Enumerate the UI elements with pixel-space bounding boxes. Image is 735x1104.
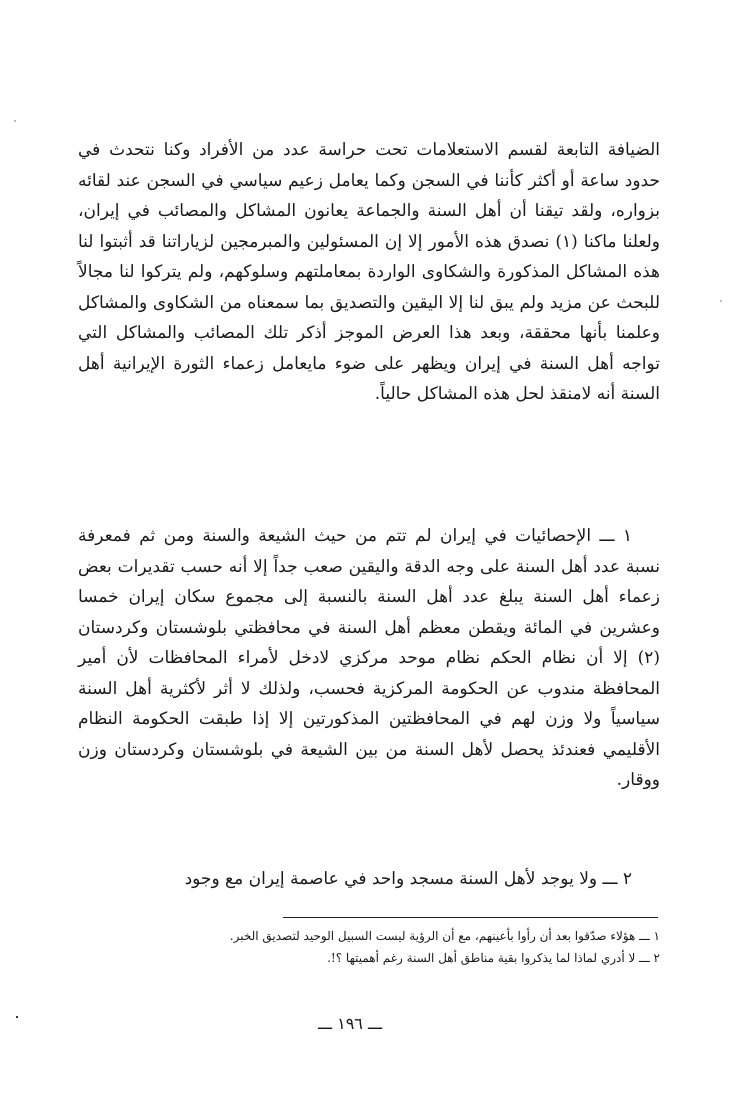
scan-speck (16, 1016, 18, 1018)
footnotes (100, 925, 660, 969)
scan-speck (720, 300, 722, 302)
footnote-2: ٢ ـــ لا أدري لماذا لما يذكروا بقية مناطق أهل السنة رغم أهميتها ؟!. (327, 951, 660, 965)
paragraph-block-1 (78, 135, 660, 410)
scan-speck (14, 120, 16, 122)
paragraph-1: الضيافة التابعة لقسم الاستعلامات تحت حراسة عدد من الأفراد وكنا نتحدث في حدود ساعة أو أكثر كأننا في السجن وكما يعامل زعيم سياسي في السجن عند لقائه بزواره، ولقد تيقنا أن أهل السنة والجماعة يعانون المشاكل والمصائب في إيران، ولعلنا ماكنا (١) نصدق هذه الأمور إلا إن المسئولين والمبرمجين لزياراتنا قد أثبتوا لنا هذه المشاكل المذكورة والشكاوى الواردة بمعاملتهم وسلوكهم، ولم يتركوا لنا مجالاً للبحث عن مزيد ولم يبق لنا إلا اليقين والتصديق بما سمعناه من الشكاوى والمشاكل وعلمنا بأنها محققة، وبعد هذا العرض الموجز أذكر تلك المصائب والمشاكل التي تواجه أهل السنة في إيران ويظهر على ضوء مايعامل زعماء الثورة الإيرانية أهل السنة أنه لامنقذ لحل هذه المشاكل حالياً. (78, 140, 661, 404)
paragraph-block-2 (78, 521, 660, 796)
footnote-divider (283, 917, 658, 918)
paragraph-3: ٢ ـــ ولا يوجد لأهل السنة مسجد واحد في عاصمة إيران مع وجود (184, 869, 632, 889)
page-number: ـــ ١٩٦ ـــ (317, 1014, 383, 1033)
paragraph-block-3 (78, 864, 660, 895)
footnote-1: ١ ـــ هؤلاء صدّقوا بعد أن رأوا بأعينهم، مع أن الرؤية ليست السبيل الوحيد لتصديق الخبر. (229, 929, 660, 943)
paragraph-2: ١ ـــ الإحصائيات في إيران لم تتم من حيث الشيعة والسنة ومن ثم فمعرفة نسبة عدد أهل السنة على وجه الدقة واليقين صعب جداً إلا أنه حسب تقديرات بعض زعماء أهل السنة يبلغ عدد أهل السنة بالنسبة إلى مجموع سكان إيران خمسا وعشرين في المائة ويقطن معظم أهل السنة في محافظتي بلوشستان وكردستان (٢) إلا أن نظام الحكم نظام موحد مركزي لادخل لأمراء المحافظات لأن أمير المحافظة مندوب عن الحكومة المركزية فحسب، ولذلك لا أثر لأكثرية أهل السنة سياسياً ولا وزن لهم في المحافظتين المذكورتين إلا إذا طبقت الحكومة النظام الأقليمي فعندئذ يحصل لأهل السنة من بين الشيعة في بلوشستان وكردستان وزن ووقار. (78, 526, 660, 790)
